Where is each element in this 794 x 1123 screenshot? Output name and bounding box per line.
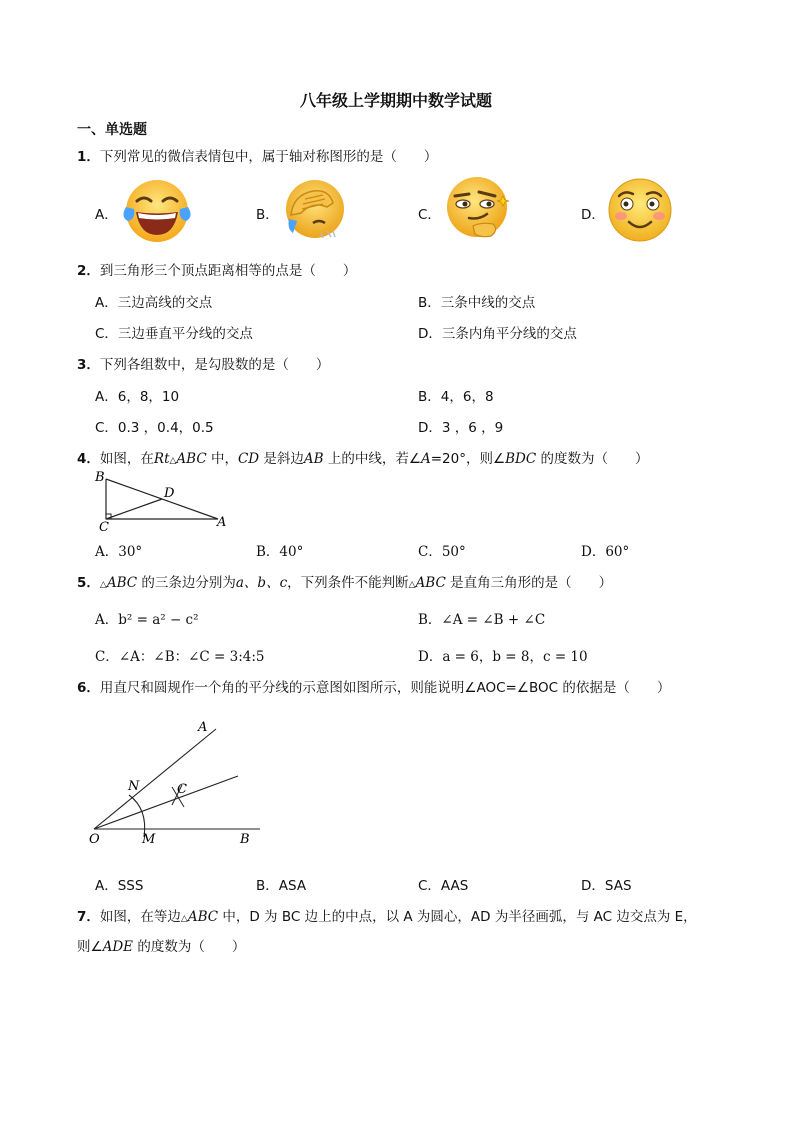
question-4 [77,447,648,467]
q4-option-c: C．50° [418,544,466,560]
q3-option-d: D．3 ，6 ，9 [418,420,504,436]
question-number: 3． [77,357,100,373]
page-title: 八年级上学期期中数学试题 [300,91,493,110]
q6-option-a: A．SSS [95,878,144,894]
q3-option-a: A．6，8，10 [95,389,180,405]
question-7-line-2 [77,935,245,955]
figure-label-a: A [198,720,208,735]
question-text: 的三条边分别为 [137,575,236,591]
q1-option-c: C． [418,207,441,223]
figure-label-c: C [177,782,187,797]
figure-label-b: B [240,832,250,847]
figure-label-a: A [217,515,227,530]
laughing-tears-emoji-icon [122,177,192,245]
figure-label-m: M [142,832,156,847]
q2-option-d: D．三条内角平分线的交点 [418,326,577,342]
question-number: 4． [77,451,100,467]
math-rt: Rt [153,451,170,467]
math-abc: ABC [415,575,446,591]
q6-option-d: D．SAS [581,878,632,894]
question-text: 中，D 为 BC 边上的中点，以 A 为圆心，AD 为半径画弧，与 AC 边交点为 E， [218,909,697,925]
q2-option-c: C．三边垂直平分线的交点 [95,326,253,342]
math-sides: a、b、c [235,575,288,591]
q4-option-b: B．40° [256,544,304,560]
figure-label-b: B [95,470,105,485]
question-text: 则∠ [77,939,103,955]
question-text: 是斜边 [259,451,304,467]
question-text: 中， [206,451,238,467]
math-abc: ABC [187,909,219,925]
question-number: 1． [77,149,100,165]
q2-option-b: B．三条中线的交点 [418,295,536,311]
triangle-symbol: △ [180,914,188,924]
question-text: =20°，则∠ [430,451,506,467]
triangle-symbol: △ [169,456,177,466]
question-text: 下列常见的微信表情包中，属于轴对称图形的是（ ） [99,149,438,165]
question-7 [77,905,697,925]
question-number: 5． [77,575,100,591]
question-text: 如图，在 [99,451,154,467]
question-text: 是直角三角形的是（ ） [445,575,613,591]
question-text: 到三角形三个顶点距离相等的点是（ ） [99,263,357,279]
question-5 [77,571,612,591]
math-ade: ADE [102,939,134,955]
q4-option-a: A．30° [95,544,143,560]
question-number: 7． [77,909,100,925]
math-cd: CD [237,451,260,467]
question-text: 用直尺和圆规作一个角的平分线的示意图如图所示，则能说明∠AOC=∠BOC 的依据是（ ） [99,680,671,696]
smirk-emoji-icon [443,174,513,244]
q4-option-d: D．60° [581,544,630,560]
q6-angle-bisector-figure [86,713,266,849]
q1-option-d: D． [581,207,605,223]
math-ab: AB [303,451,324,467]
question-2 [77,259,356,279]
facepalm-emoji-icon [283,177,351,243]
section-heading: 一、单选题 [77,122,147,138]
triangle-symbol: △ [99,580,107,590]
figure-label-n: N [128,779,140,794]
q6-option-c: C．AAS [418,878,469,894]
q4-triangle-figure [88,468,238,536]
question-text: 上的中线，若∠ [323,451,421,467]
q5-option-c: C．∠A：∠B：∠C = 3:4:5 [95,649,265,665]
q1-option-b: B． [256,207,279,223]
figure-label-c: C [99,520,109,535]
math-a: A [421,451,431,467]
q5-option-a: A．b² = a² − c² [95,612,199,628]
triangle-symbol: △ [408,580,416,590]
question-number: 6． [77,680,100,696]
math-bdc: BDC [505,451,537,467]
q3-option-c: C．0.3 ，0.4，0.5 [95,420,214,436]
question-3 [77,353,329,373]
math-abc: ABC [176,451,207,467]
figure-label-d: D [164,486,175,501]
math-abc: ABC [106,575,138,591]
question-text: 如图，在等边 [99,909,181,925]
q2-option-a: A．三边高线的交点 [95,295,213,311]
q1-option-a: A． [95,207,118,223]
q5-option-b: B．∠A = ∠B + ∠C [418,612,546,628]
question-text: 下列各组数中，是勾股数的是（ ） [99,357,330,373]
question-1 [77,145,437,165]
q5-option-d: D．a = 6，b = 8，c = 10 [418,649,588,665]
q6-option-b: B．ASA [256,878,307,894]
question-number: 2． [77,263,100,279]
question-text: 的度数为（ ） [536,451,649,467]
question-text: ，下列条件不能判断 [287,575,409,591]
question-6 [77,676,670,696]
question-text: 的度数为（ ） [133,939,246,955]
smile-blush-emoji-icon [605,176,675,244]
figure-label-o: O [89,832,100,847]
q3-option-b: B．4，6，8 [418,389,494,405]
